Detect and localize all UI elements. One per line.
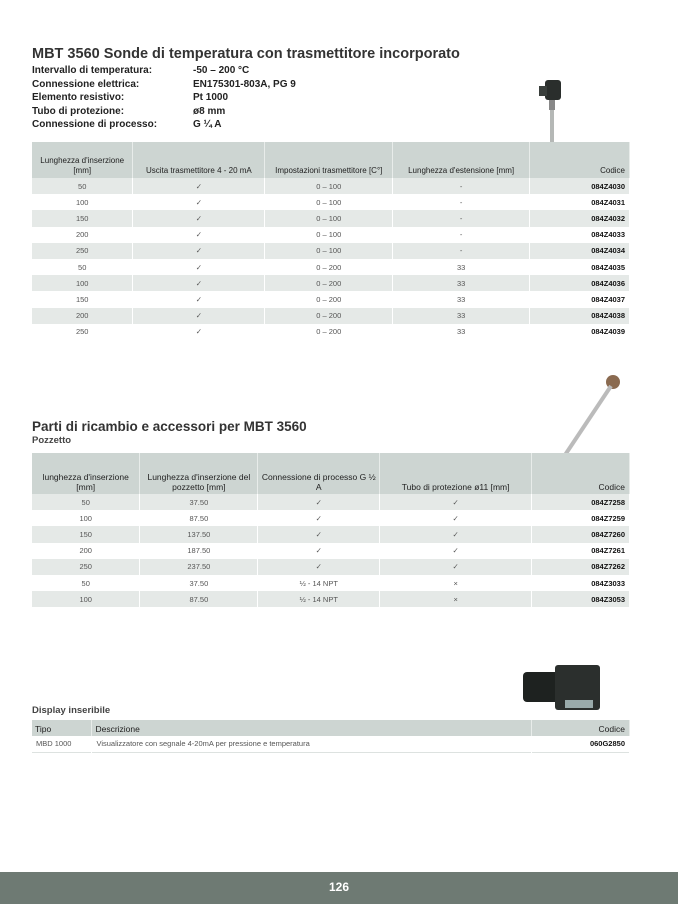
table-row [32, 275, 630, 291]
table-cell: 33 [393, 259, 530, 275]
table-row [32, 575, 630, 591]
column-header: Codice [530, 142, 630, 178]
product-code: 084Z4038 [530, 308, 630, 324]
section3-subtitle: Display inseribile [32, 705, 111, 716]
table-cell: 37.50 [140, 575, 258, 591]
table-cell: Visualizzatore con segnale 4-20mA per pressione e temperatura [92, 736, 532, 752]
product-code: 084Z7258 [532, 494, 630, 510]
table-cell: ✓ [133, 275, 265, 291]
table-cell: - [393, 210, 530, 226]
table-cell: ✓ [258, 510, 380, 526]
table-row [32, 227, 630, 243]
column-header: Uscita trasmettitore 4 - 20 mA [133, 142, 265, 178]
spec-list [32, 64, 296, 132]
product-code: 084Z4033 [530, 227, 630, 243]
product-code: 084Z4039 [530, 324, 630, 340]
table-row [32, 591, 630, 607]
table-cell: 0 – 200 [265, 324, 393, 340]
product-code: 084Z7259 [532, 510, 630, 526]
probe-table [32, 142, 630, 340]
column-header: Connessione di processo G ½ A [258, 453, 380, 494]
spec-label: Elemento resistivo: [32, 92, 125, 103]
column-header: Lunghezza d'inserzione [mm] [32, 142, 133, 178]
table-cell: ✓ [133, 210, 265, 226]
table-cell: ✓ [380, 543, 532, 559]
table-cell: 0 – 100 [265, 210, 393, 226]
table-cell: 187.50 [140, 543, 258, 559]
table-cell: 200 [32, 543, 140, 559]
table-cell: ✓ [133, 259, 265, 275]
spec-label: Tubo di protezione: [32, 105, 125, 117]
product-code: 060G2850 [532, 736, 630, 752]
table-cell: 0 – 100 [265, 243, 393, 259]
table-cell: 150 [32, 526, 140, 542]
table-cell: 250 [32, 324, 133, 340]
table-cell: ✓ [133, 291, 265, 307]
spec-label: Intervallo di temperatura: [32, 65, 153, 76]
spec-label: Connessione elettrica: [32, 78, 140, 90]
table-cell: 0 – 100 [265, 227, 393, 243]
column-header: Descrizione [92, 720, 532, 736]
table-cell: 200 [32, 227, 133, 243]
table-row [32, 543, 630, 559]
product-code: 084Z4030 [530, 178, 630, 194]
table-cell: 87.50 [140, 591, 258, 607]
table-row [32, 178, 630, 194]
table-row [32, 259, 630, 275]
spec-row [32, 78, 296, 92]
thermowell-table [32, 453, 630, 607]
table-cell: 0 – 200 [265, 275, 393, 291]
product-code: 084Z3033 [532, 575, 630, 591]
product-code: 084Z4035 [530, 259, 630, 275]
table-cell: 87.50 [140, 510, 258, 526]
table-cell: 0 – 100 [265, 178, 393, 194]
table-cell: 150 [32, 291, 133, 307]
spec-row [32, 64, 296, 78]
table-row [32, 243, 630, 259]
table-cell: 0 – 200 [265, 291, 393, 307]
table-cell: ½ - 14 NPT [258, 575, 380, 591]
table-row [32, 291, 630, 307]
table-row [32, 736, 630, 752]
table-cell: - [393, 227, 530, 243]
table-cell: ✓ [258, 494, 380, 510]
table-cell: ✓ [258, 559, 380, 575]
spec-label: Connessione di processo: [32, 119, 158, 130]
spec-row [32, 91, 296, 105]
table-cell: 150 [32, 210, 133, 226]
table-cell: 50 [32, 575, 140, 591]
table-cell: ✓ [380, 494, 532, 510]
product-code: 084Z7260 [532, 526, 630, 542]
table-cell: 100 [32, 510, 140, 526]
column-header: Impostazioni trasmettitore [C°] [265, 142, 393, 178]
table-cell: ✓ [133, 194, 265, 210]
spec-value: ø8 mm [193, 105, 226, 117]
table-cell: ✓ [133, 324, 265, 340]
table-cell: ✓ [380, 559, 532, 575]
spec-value: -50 – 200 °C [193, 65, 250, 76]
table-cell: 100 [32, 591, 140, 607]
table-row [32, 308, 630, 324]
table-cell: × [380, 575, 532, 591]
product-code: 084Z4036 [530, 275, 630, 291]
section1-title: MBT 3560 Sonde di temperatura con trasmettitore incorporato [32, 46, 460, 62]
table-cell: 100 [32, 194, 133, 210]
table-cell: 200 [32, 308, 133, 324]
spec-value: EN175301-803A, PG 9 [193, 78, 296, 90]
table-cell: 33 [393, 275, 530, 291]
table-cell: 50 [32, 494, 140, 510]
product-code: 084Z4032 [530, 210, 630, 226]
table-cell: 0 – 100 [265, 194, 393, 210]
table-cell: ✓ [380, 510, 532, 526]
product-code: 084Z3053 [532, 591, 630, 607]
table-cell: 250 [32, 559, 140, 575]
table-cell: - [393, 194, 530, 210]
section2-subtitle: Pozzetto [32, 435, 72, 446]
table-cell: ✓ [133, 308, 265, 324]
table-row [32, 210, 630, 226]
column-header: Lunghezza d'estensione [mm] [393, 142, 530, 178]
spec-row [32, 105, 296, 119]
table-cell: ✓ [380, 526, 532, 542]
table-cell: ✓ [133, 227, 265, 243]
table-row [32, 194, 630, 210]
table-cell: 33 [393, 291, 530, 307]
column-header: Lunghezza d'inserzione del pozzetto [mm] [140, 453, 258, 494]
spec-value: Pt 1000 [193, 92, 229, 103]
display-table [32, 720, 630, 753]
table-cell: MBD 1000 [32, 736, 92, 752]
table-row [32, 526, 630, 542]
table-cell: × [380, 591, 532, 607]
product-code: 084Z4031 [530, 194, 630, 210]
column-header: Tubo di protezione ø11 [mm] [380, 453, 532, 494]
table-cell: - [393, 243, 530, 259]
table-cell: 33 [393, 308, 530, 324]
product-code: 084Z4034 [530, 243, 630, 259]
table-cell: 0 – 200 [265, 259, 393, 275]
table-cell: 250 [32, 243, 133, 259]
product-code: 084Z4037 [530, 291, 630, 307]
column-header: Tipo [32, 720, 92, 736]
table-cell: ½ - 14 NPT [258, 591, 380, 607]
table-cell: ✓ [133, 178, 265, 194]
display-image [515, 660, 605, 715]
table-row [32, 559, 630, 575]
table-cell: 137.50 [140, 526, 258, 542]
column-header: Codice [532, 453, 630, 494]
table-cell: 100 [32, 275, 133, 291]
spec-row [32, 118, 296, 132]
column-header: lunghezza d'inserzione [mm] [32, 453, 140, 494]
column-header: Codice [532, 720, 630, 736]
table-cell: 37.50 [140, 494, 258, 510]
table-cell: ✓ [258, 543, 380, 559]
table-cell: 237.50 [140, 559, 258, 575]
table-cell: - [393, 178, 530, 194]
spec-value: G ¼ A [193, 119, 222, 130]
product-code: 084Z7262 [532, 559, 630, 575]
section2-title: Parti di ricambio e accessori per MBT 3560 [32, 419, 307, 434]
table-cell: ✓ [133, 243, 265, 259]
table-row [32, 324, 630, 340]
table-row [32, 494, 630, 510]
table-cell: 50 [32, 259, 133, 275]
page-number: 126 [0, 872, 678, 904]
table-cell: 0 – 200 [265, 308, 393, 324]
table-row [32, 510, 630, 526]
table-cell: 33 [393, 324, 530, 340]
product-code: 084Z7261 [532, 543, 630, 559]
table-cell: 50 [32, 178, 133, 194]
table-cell: ✓ [258, 526, 380, 542]
